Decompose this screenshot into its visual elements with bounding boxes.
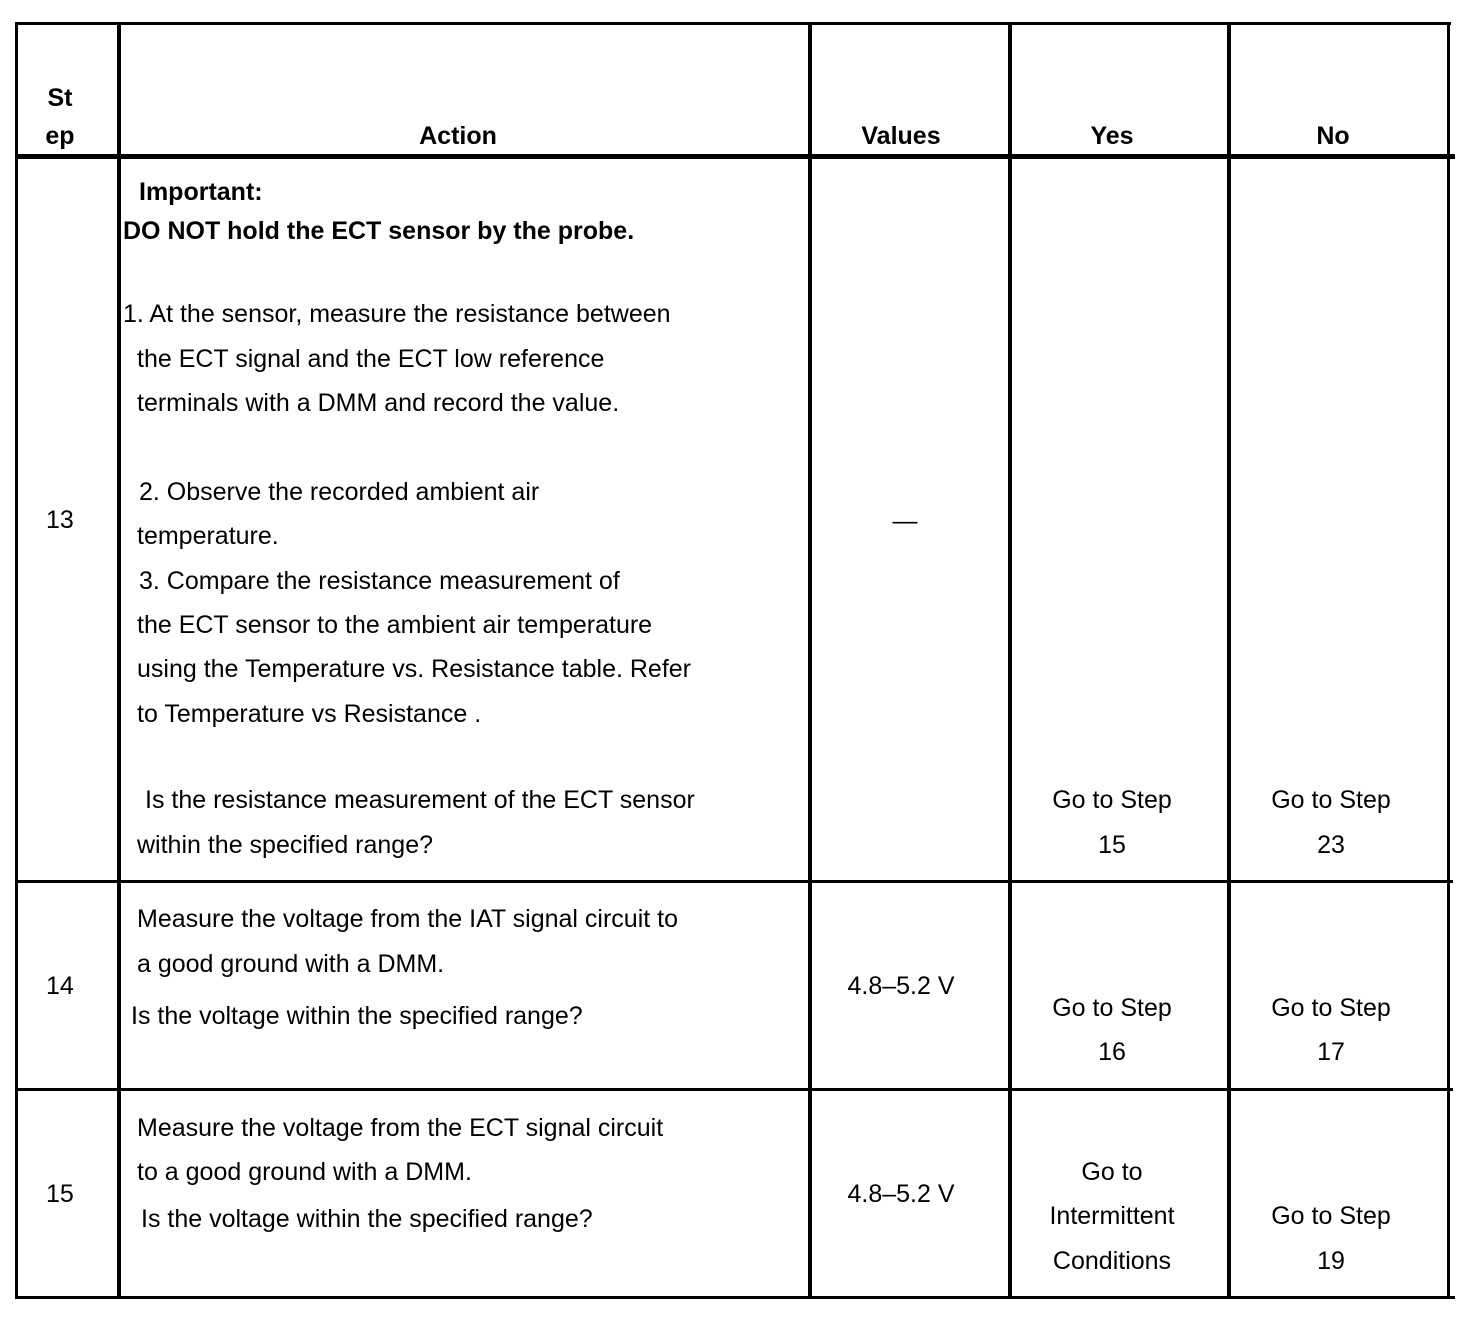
yes-cell-line: Go to [1081,1158,1143,1186]
no-cell-line: 19 [1317,1247,1345,1275]
row-divider-14-15 [17,1088,1453,1091]
table-border-bottom [17,1296,1455,1299]
step-number: 15 [46,1180,74,1208]
col-divider-action-values [808,22,812,1299]
action-line: 3. Compare the resistance measurement of [139,567,620,595]
row-divider-13-14 [17,880,1453,883]
important-label: Important: [139,178,263,206]
action-line: the ECT signal and the ECT low reference [137,345,605,373]
header-no: No [1316,122,1350,150]
no-cell-line: Go to Step [1271,1202,1391,1230]
table-border-top [15,22,1451,25]
action-question: Is the resistance measurement of the ECT sensor [145,786,695,814]
action-line: Measure the voltage from the IAT signal circuit to [137,905,678,933]
header-step-line1: St [47,84,73,112]
yes-cell-line: 15 [1098,831,1126,859]
yes-cell-line: 16 [1098,1038,1126,1066]
yes-cell-line: Intermittent [1049,1202,1175,1230]
action-line: 2. Observe the recorded ambient air [139,478,540,506]
value-cell: 4.8–5.2 V [847,1180,955,1208]
action-question: Is the voltage within the specified range? [141,1205,593,1233]
action-line: the ECT sensor to the ambient air temperature [137,611,653,639]
header-values: Values [861,122,941,150]
value-cell: — [892,507,918,535]
header-divider [15,154,1455,159]
yes-cell-line: Go to Step [1052,786,1172,814]
no-cell-line: Go to Step [1271,994,1391,1022]
header-yes: Yes [1090,122,1134,150]
no-cell-line: Go to Step [1271,786,1391,814]
step-number: 14 [46,972,74,1000]
col-divider-yes-no [1227,22,1231,1299]
action-line: 1. At the sensor, measure the resistance between [123,300,671,328]
col-divider-right [1447,22,1450,1299]
action-line: to a good ground with a DMM. [137,1158,472,1186]
action-line: terminals with a DMM and record the value. [137,389,620,417]
step-number: 13 [46,506,74,534]
header-step-line2: ep [45,122,75,150]
col-divider-values-yes [1008,22,1012,1299]
action-line: a good ground with a DMM. [137,950,445,978]
action-line: to Temperature vs Resistance . [137,700,482,728]
action-line: using the Temperature vs. Resistance table. Refer [137,655,691,683]
yes-cell-line: Go to Step [1052,994,1172,1022]
value-cell: 4.8–5.2 V [847,972,955,1000]
col-divider-left [15,22,18,1299]
action-question: Is the voltage within the specified range? [131,1002,583,1030]
important-text: DO NOT hold the ECT sensor by the probe. [123,217,635,245]
action-question: within the specified range? [137,831,434,859]
yes-cell-line: Conditions [1052,1247,1172,1275]
no-cell-line: 23 [1317,831,1345,859]
col-divider-step-action [117,22,121,1299]
no-cell-line: 17 [1317,1038,1345,1066]
action-line: temperature. [137,522,279,550]
header-action: Action [419,122,497,150]
action-line: Measure the voltage from the ECT signal circuit [137,1114,664,1142]
